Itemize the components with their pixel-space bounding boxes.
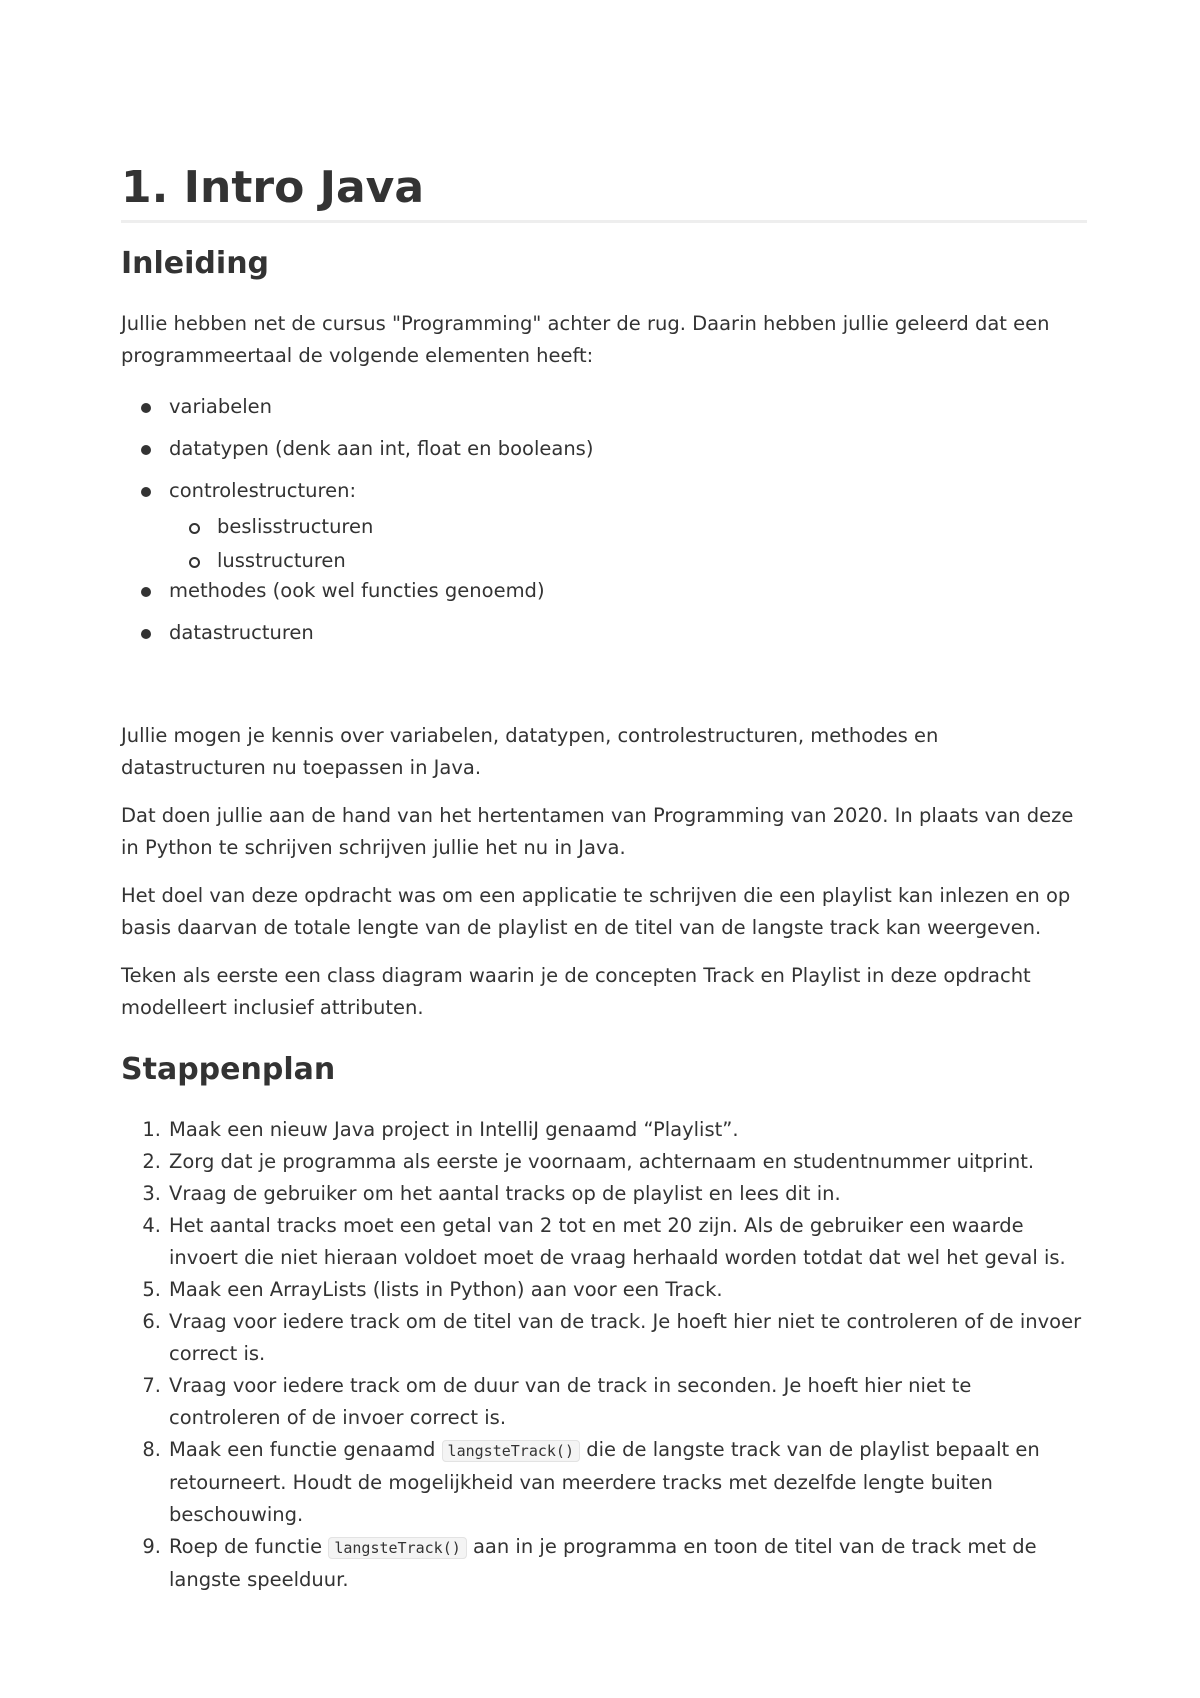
sub-list-item: beslisstructuren (169, 511, 1087, 543)
bullet-icon (141, 445, 151, 455)
bullet-icon (141, 587, 151, 597)
bullet-icon (141, 487, 151, 497)
bullet-icon (141, 629, 151, 639)
code-langstetrack: langsteTrack() (328, 1537, 466, 1559)
step-item: 2. Zorg dat je programma als eerste je voornaam, achternaam en studentnummer uitprint. (142, 1150, 1035, 1173)
step-item: 8. Maak een functie genaamd langsteTrack() die de langste track van de playlist bepaalt en retourneert. Houdt de mogelijkheid van meerdere tracks met dezelfde lengte buiten beschouwing. (142, 1438, 1040, 1526)
hollow-bullet-icon (189, 523, 200, 534)
elements-list (121, 391, 1087, 659)
hollow-bullet-icon (189, 557, 200, 568)
list-item: methodes (ook wel functies genoemd) (121, 575, 1087, 607)
steps-list (121, 1114, 1087, 1596)
step-item: 6. Vraag voor iedere track om de titel van de track. Je hoeft hier niet te controleren of de invoer correct is. (142, 1310, 1082, 1365)
bullet-icon (141, 403, 151, 413)
page-title: 1. Intro Java (121, 158, 1087, 223)
step-item: 1. Maak een nieuw Java project in IntelliJ genaamd “Playlist”. (142, 1118, 739, 1141)
intro-paragraph: Jullie hebben net de cursus "Programming" achter de rug. Daarin hebben jullie geleerd dat een programmeertaal de volgende elementen heeft: (121, 312, 1050, 367)
section-heading-inleiding: Inleiding (121, 246, 270, 281)
paragraph-knowledge: Jullie mogen je kennis over variabelen, datatypen, controlestructuren, methodes en datastructuren nu toepassen in Java. (121, 724, 939, 779)
list-item: controlestructuren: beslisstructuren lusstructuren (121, 475, 1087, 577)
sub-list-item: lusstructuren (169, 545, 1087, 577)
paragraph-goal: Het doel van deze opdracht was om een applicatie te schrijven die een playlist kan inlezen en op basis daarvan de totale lengte van de playlist en de titel van de langste track kan weergeven. (121, 884, 1071, 939)
list-item: datatypen (denk aan int, float en booleans) (121, 433, 1087, 465)
step-item: 9. Roep de functie langsteTrack() aan in je programma en toon de titel van de track met de langste speelduur. (142, 1535, 1037, 1591)
code-langstetrack: langsteTrack() (442, 1440, 580, 1462)
paragraph-class-diagram: Teken als eerste een class diagram waarin je de concepten Track en Playlist in deze opdracht modelleert inclusief attributen. (121, 964, 1031, 1019)
step-item: 3. Vraag de gebruiker om het aantal tracks op de playlist en lees dit in. (142, 1182, 841, 1205)
section-heading-stappenplan: Stappenplan (121, 1052, 336, 1087)
list-item: datastructuren (121, 617, 1087, 649)
sub-list (169, 511, 1087, 577)
list-item: variabelen (121, 391, 1087, 423)
step-item: 5. Maak een ArrayLists (lists in Python) aan voor een Track. (142, 1278, 723, 1301)
step-item: 4. Het aantal tracks moet een getal van 2 tot en met 20 zijn. Als de gebruiker een waarde invoert die niet hieraan voldoet moet de vraag herhaald worden totdat dat wel het geval is. (142, 1214, 1066, 1269)
step-item: 7. Vraag voor iedere track om de duur van de track in seconden. Je hoeft hier niet te controleren of de invoer correct is. (142, 1374, 972, 1429)
paragraph-hertentamen: Dat doen jullie aan de hand van het hertentamen van Programming van 2020. In plaats van deze in Python te schrijven schrijven jullie het nu in Java. (121, 804, 1074, 859)
